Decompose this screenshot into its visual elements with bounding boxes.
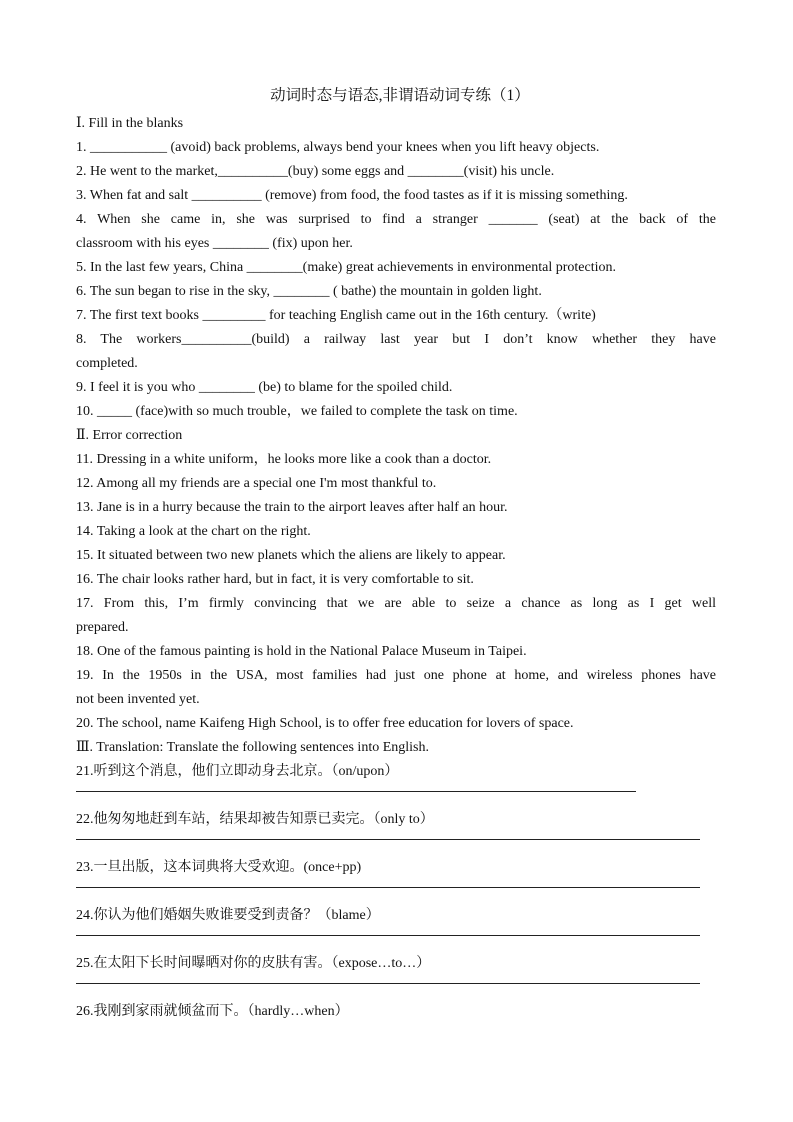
answer-underline bbox=[76, 791, 636, 792]
section-heading-error: Ⅱ. Error correction bbox=[76, 428, 183, 443]
translation-item: 26.我刚到家雨就倾盆而下。（hardly…when） bbox=[76, 1004, 349, 1019]
error-item: 13. Jane is in a hurry because the train to the airport leaves after half an hour. bbox=[76, 500, 508, 515]
section-heading-translation: Ⅲ. Translation: Translate the following sentences into English. bbox=[76, 740, 429, 755]
error-item: 20. The school, name Kaifeng High School, is to offer free education for lovers of space. bbox=[76, 716, 574, 731]
answer-line[interactable] bbox=[76, 976, 716, 1000]
error-item: 16. The chair looks rather hard, but in fact, it is very comfortable to sit. bbox=[76, 572, 474, 587]
error-item-continued: prepared. bbox=[76, 620, 129, 635]
page-title: 动词时态与语态,非谓语动词专练（1） bbox=[270, 87, 530, 104]
translation-item: 24.你认为他们婚姻失败谁要受到责备？（blame） bbox=[76, 908, 380, 923]
answer-underline bbox=[76, 935, 700, 936]
fill-item: 3. When fat and salt __________ (remove) from food, the food tastes as if it is missing something. bbox=[76, 188, 628, 203]
answer-line[interactable] bbox=[76, 928, 716, 952]
fill-item-continued: completed. bbox=[76, 356, 138, 371]
error-item: 17. From this, I’m firmly convincing that we are able to seize a chance as long as I get well bbox=[76, 596, 716, 611]
fill-item-continued: classroom with his eyes ________ (fix) upon her. bbox=[76, 236, 353, 251]
translation-item: 22.他匆匆地赶到车站，结果却被告知票已卖完。（only to） bbox=[76, 812, 434, 827]
fill-item: 10. _____ (face)with so much trouble，we failed to complete the task on time. bbox=[76, 404, 518, 419]
answer-line[interactable] bbox=[76, 880, 716, 904]
answer-underline bbox=[76, 983, 700, 984]
answer-line[interactable] bbox=[76, 832, 716, 856]
fill-item: 4. When she came in, she was surprised to find a stranger _______ (seat) at the back of the bbox=[76, 212, 716, 227]
answer-line[interactable] bbox=[76, 784, 716, 808]
fill-item: 2. He went to the market,__________(buy) some eggs and ________(visit) his uncle. bbox=[76, 164, 555, 179]
error-item: 18. One of the famous painting is hold in the National Palace Museum in Taipei. bbox=[76, 644, 527, 659]
error-item: 11. Dressing in a white uniform，he looks more like a cook than a doctor. bbox=[76, 452, 492, 467]
fill-item: 8. The workers__________(build) a railway last year but I don’t know whether they have bbox=[76, 332, 716, 347]
fill-item: 6. The sun began to rise in the sky, ________ ( bathe) the mountain in golden light. bbox=[76, 284, 542, 299]
answer-underline bbox=[76, 839, 700, 840]
translation-item: 23.一旦出版，这本词典将大受欢迎。(once+pp) bbox=[76, 860, 362, 875]
error-item: 19. In the 1950s in the USA, most families had just one phone at home, and wireless phones have bbox=[76, 668, 716, 683]
error-item: 12. Among all my friends are a special one I'm most thankful to. bbox=[76, 476, 437, 491]
error-item: 14. Taking a look at the chart on the right. bbox=[76, 524, 311, 539]
fill-item: 1. ___________ (avoid) back problems, always bend your knees when you lift heavy objects. bbox=[76, 140, 600, 155]
worksheet-page bbox=[76, 84, 716, 1024]
fill-item: 5. In the last few years, China ________(make) great achievements in environmental protection. bbox=[76, 260, 616, 275]
fill-item: 7. The first text books _________ for teaching English came out in the 16th century.（write) bbox=[76, 308, 596, 323]
translation-item: 21.听到这个消息，他们立即动身去北京。（on/upon） bbox=[76, 764, 399, 779]
error-item-continued: not been invented yet. bbox=[76, 692, 200, 707]
error-item: 15. It situated between two new planets which the aliens are likely to appear. bbox=[76, 548, 506, 563]
translation-item: 25.在太阳下长时间曝晒对你的皮肤有害。（expose…to…） bbox=[76, 956, 431, 971]
section-heading-fill: Ⅰ. Fill in the blanks bbox=[76, 116, 184, 131]
answer-underline bbox=[76, 887, 700, 888]
fill-item: 9. I feel it is you who ________ (be) to blame for the spoiled child. bbox=[76, 380, 453, 395]
